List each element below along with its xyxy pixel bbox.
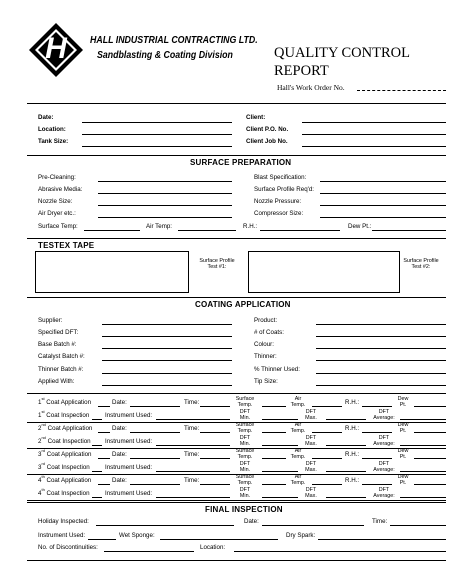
coat-dft-max-field-3[interactable] — [326, 471, 366, 472]
coat-dft-avg-word-2: DFT — [378, 435, 390, 441]
coat-air-word-2: Air — [294, 422, 302, 428]
surface-prep-divider — [27, 155, 446, 156]
coat-surface-temp-label-3 — [230, 448, 260, 460]
company-logo — [28, 22, 84, 78]
coat-dew-word-2: Dew — [397, 422, 409, 428]
coat-application-field-2[interactable] — [98, 432, 110, 433]
nozzle-pressure-label: Nozzle Pressure: — [254, 198, 302, 205]
coat-inspection-text-3: Coat Inspection — [45, 464, 90, 471]
coat-surface-word-1: Surface — [235, 396, 255, 402]
coat-inspection-field-2[interactable] — [92, 445, 102, 446]
coat-date-label-1: Date: — [112, 399, 127, 406]
work-order-field[interactable] — [357, 90, 446, 91]
coat-number-4: 4 — [38, 477, 42, 484]
testex-title: TESTEX TAPE — [38, 241, 95, 250]
coat-air-temp-label-4 — [286, 474, 310, 486]
final-instrument-field[interactable] — [88, 539, 116, 540]
header-divider — [27, 103, 446, 104]
compressor-size-field[interactable] — [320, 217, 446, 218]
coat-date-label-2: Date: — [112, 425, 127, 432]
report-title-line2: REPORT — [274, 63, 329, 79]
colour-label: Colour: — [254, 341, 274, 348]
thinner-label: Thinner: — [254, 353, 277, 360]
air-dryer-field[interactable] — [98, 217, 232, 218]
coat-application-text-2: Coat Application — [45, 425, 93, 432]
coat-min-word-3: Min. — [239, 467, 251, 473]
thinner-batch-label: Thinner Batch #: — [38, 366, 84, 373]
report-title-line1: QUALITY CONTROL — [274, 45, 410, 61]
coat-dew-word-4: Dew — [397, 474, 409, 480]
coat-dew-pt-field-1[interactable] — [414, 406, 446, 407]
rh-label: R.H.: — [243, 223, 258, 230]
surface-temp-field[interactable] — [84, 230, 140, 231]
coat-inspection-field-4[interactable] — [92, 497, 102, 498]
coat-application-text-1: Coat Application — [44, 399, 92, 406]
nozzle-pressure-field[interactable] — [320, 205, 446, 206]
coat-surface-temp-label-4 — [230, 474, 260, 486]
percent-thinner-label: % Thinner Used: — [254, 366, 300, 373]
coat-air-temp-label-3 — [286, 448, 310, 460]
coat-surface-temp-word-4: Temp. — [237, 480, 253, 486]
coat-dft-max-word-2: DFT — [305, 435, 317, 441]
dew-pt-label: Dew Pt.: — [348, 223, 372, 230]
coat-rh-label-4: R.H.: — [345, 477, 360, 484]
client-po-label: Client P.O. No. — [246, 126, 289, 133]
coat-instrument-field-1[interactable] — [156, 419, 230, 420]
supplier-field[interactable] — [102, 324, 232, 325]
coat-surface-temp-label-1 — [230, 396, 260, 408]
supplier-label: Supplier: — [38, 317, 63, 324]
coat-dft-min-word-3: DFT — [239, 461, 251, 467]
coat-dft-max-word-3: DFT — [305, 461, 317, 467]
rh-field[interactable] — [260, 230, 340, 231]
coat-rh-field-2[interactable] — [362, 432, 392, 433]
coat-instrument-label-2: Instrument Used: — [105, 438, 153, 445]
testex-tape-box-2[interactable] — [248, 251, 400, 293]
surface-prep-title: SURFACE PREPARATION — [190, 158, 292, 167]
blast-spec-label: Blast Specification: — [254, 174, 307, 181]
coat-average-word-3: Average: — [373, 467, 395, 473]
coat-average-word-4: Average: — [373, 493, 395, 499]
coat-dft-average-label-2 — [370, 435, 398, 447]
coat-date-label-4: Date: — [112, 477, 127, 484]
testex-tape-box-1[interactable] — [35, 251, 189, 293]
coat-dft-avg-word-4: DFT — [378, 487, 390, 493]
coat-dft-min-label-4 — [234, 487, 256, 499]
coat-pt-word-3: Pt. — [399, 454, 407, 460]
coat-inspection-label-3 — [38, 461, 90, 471]
coat-min-word-4: Min. — [239, 493, 251, 499]
coat-air-temp-field-1[interactable] — [312, 406, 342, 407]
applied-with-label: Applied With: — [38, 378, 75, 385]
coat-application-field-4[interactable] — [98, 484, 110, 485]
coat-time-field-1[interactable] — [200, 406, 230, 407]
coat-date-field-2[interactable] — [130, 432, 180, 433]
coat-application-text-4: Coat Application — [44, 477, 92, 484]
inspection-ordinal-3: rd — [41, 461, 46, 466]
coat-time-label-4: Time: — [184, 477, 200, 484]
discontinuities-field[interactable] — [104, 551, 194, 552]
coat-divider-4 — [27, 500, 446, 501]
coat-inspection-text-4: Coat Inspection — [44, 490, 90, 497]
tank-size-label: Tank Size: — [38, 138, 69, 145]
coat-max-word-3: Max. — [305, 467, 317, 473]
coat-dft-max-label-3 — [300, 461, 322, 473]
surface-temp-label: Surface Temp: — [38, 223, 78, 230]
client-label: Client: — [246, 114, 266, 121]
coat-min-word-1: Min. — [239, 415, 251, 421]
coat-dft-min-field-4[interactable] — [262, 497, 298, 498]
final-location-field[interactable] — [234, 551, 446, 552]
coat-inspection-label-2 — [38, 435, 91, 445]
coat-dft-min-label-2 — [234, 435, 256, 447]
coat-number-3: 3 — [38, 451, 42, 458]
final-divider — [27, 502, 446, 503]
coat-air-temp-field-4[interactable] — [312, 484, 342, 485]
coat-dft-max-field-4[interactable] — [326, 497, 366, 498]
nozzle-size-field[interactable] — [98, 205, 232, 206]
surface-profile-test1-line2: Test #1: — [207, 264, 227, 270]
coat-time-label-2: Time: — [184, 425, 200, 432]
catalyst-batch-field[interactable] — [102, 360, 232, 361]
dew-pt-field[interactable] — [372, 230, 446, 231]
air-temp-field[interactable] — [178, 230, 236, 231]
coat-dft-min-field-3[interactable] — [262, 471, 298, 472]
coat-dft-max-label-4 — [300, 487, 322, 499]
inspection-number-2: 2 — [38, 438, 42, 445]
tip-size-label: Tip Size: — [254, 378, 278, 385]
tip-size-field[interactable] — [316, 385, 446, 386]
work-order-label: Hall's Work Order No. — [277, 83, 345, 92]
surface-profile-req-label: Surface Profile Req'd: — [254, 186, 314, 193]
coat-dft-min-word-4: DFT — [239, 487, 251, 493]
coat-min-word-2: Min. — [239, 441, 251, 447]
coat-dew-pt-label-4 — [394, 474, 412, 486]
coat-rh-label-3: R.H.: — [345, 451, 360, 458]
coat-application-field-1[interactable] — [98, 406, 110, 407]
coat-time-field-2[interactable] — [200, 432, 230, 433]
product-field[interactable] — [316, 324, 446, 325]
coat-number-2: 2 — [38, 425, 42, 432]
catalyst-batch-label: Catalyst Batch #: — [38, 353, 85, 360]
coat-dft-min-label-1 — [234, 409, 256, 421]
coat-air-temp-word-4: Temp. — [290, 480, 306, 486]
inspection-number-1: 1 — [38, 412, 42, 419]
coat-dew-pt-field-2[interactable] — [414, 432, 446, 433]
coat-air-temp-label-1 — [286, 396, 310, 408]
dry-spark-field[interactable] — [318, 539, 446, 540]
coat-application-label-2 — [38, 422, 93, 432]
coat-dft-min-field-1[interactable] — [262, 419, 298, 420]
coat-inspection-label-4 — [38, 487, 90, 497]
coat-ordinal-4: th — [41, 474, 45, 479]
coat-inspection-field-3[interactable] — [92, 471, 102, 472]
coat-inspection-field-1[interactable] — [92, 419, 102, 420]
coat-max-word-2: Max. — [305, 441, 317, 447]
final-instrument-label: Instrument Used: — [38, 532, 86, 539]
coat-air-temp-word-2: Temp. — [290, 428, 306, 434]
inspection-number-3: 3 — [38, 464, 42, 471]
wet-sponge-label: Wet Sponge: — [119, 532, 155, 539]
specified-dft-field[interactable] — [102, 336, 232, 337]
coat-dft-avg-word-1: DFT — [378, 409, 390, 415]
coat-rh-label-2: R.H.: — [345, 425, 360, 432]
client-job-label: Client Job No. — [246, 138, 288, 145]
coat-dft-min-label-3 — [234, 461, 256, 473]
coat-application-field-3[interactable] — [98, 458, 110, 459]
coat-inspection-text-2: Coat Inspection — [45, 438, 91, 445]
coat-dft-max-field-1[interactable] — [326, 419, 366, 420]
coat-inspection-label-1 — [38, 409, 90, 419]
coat-air-temp-field-3[interactable] — [312, 458, 342, 459]
coat-surface-word-4: Surface — [235, 474, 255, 480]
coat-air-word-3: Air — [294, 448, 302, 454]
coat-date-field-1[interactable] — [130, 406, 180, 407]
coat-application-label-4 — [38, 474, 92, 484]
tank-size-field[interactable] — [82, 146, 232, 147]
coat-application-label-3 — [38, 448, 92, 458]
coat-air-word-1: Air — [294, 396, 302, 402]
coat-air-temp-word-1: Temp. — [290, 402, 306, 408]
coat-date-field-4[interactable] — [130, 484, 180, 485]
inspection-ordinal-4: th — [41, 487, 45, 492]
product-label: Product: — [254, 317, 278, 324]
discontinuities-label: No. of Discontinuities: — [38, 544, 98, 551]
coat-dew-pt-label-3 — [394, 448, 412, 460]
coat-dft-max-word-1: DFT — [305, 409, 317, 415]
inspection-number-4: 4 — [38, 490, 42, 497]
coat-time-field-4[interactable] — [200, 484, 230, 485]
coat-time-field-3[interactable] — [200, 458, 230, 459]
coat-dew-pt-field-4[interactable] — [414, 484, 446, 485]
coat-pt-word-4: Pt. — [399, 480, 407, 486]
surface-profile-test1-label — [192, 258, 242, 270]
compressor-size-label: Compressor Size: — [254, 210, 304, 217]
abrasive-media-label: Abrasive Media: — [38, 186, 83, 193]
coat-dft-max-field-2[interactable] — [326, 445, 366, 446]
num-coats-field[interactable] — [316, 336, 446, 337]
coat-application-label-1 — [38, 396, 92, 406]
logo-letter: H — [45, 32, 67, 65]
surface-profile-test2-line1: Surface Profile — [403, 258, 439, 264]
coat-surface-word-2: Surface — [235, 422, 255, 428]
coat-air-temp-label-2 — [286, 422, 310, 434]
coat-dft-max-word-4: DFT — [305, 487, 317, 493]
coat-surface-temp-field-2[interactable] — [262, 432, 286, 433]
coat-rh-field-4[interactable] — [362, 484, 392, 485]
coat-rh-field-3[interactable] — [362, 458, 392, 459]
coat-max-word-4: Max. — [305, 493, 317, 499]
coat-dft-max-label-1 — [300, 409, 322, 421]
nozzle-size-label: Nozzle Size: — [38, 198, 73, 205]
pre-cleaning-label: Pre-Cleaning: — [38, 174, 76, 181]
pre-cleaning-field[interactable] — [98, 181, 232, 182]
final-inspection-title: FINAL INSPECTION — [205, 505, 283, 514]
coat-dew-word-3: Dew — [397, 448, 409, 454]
coat-surface-temp-word-2: Temp. — [237, 428, 253, 434]
air-temp-label: Air Temp: — [146, 223, 173, 230]
coat-air-word-4: Air — [294, 474, 302, 480]
coat-dew-pt-label-1 — [394, 396, 412, 408]
final-location-label: Location: — [200, 544, 226, 551]
coat-average-word-1: Average: — [373, 415, 395, 421]
surface-profile-test2-line2: Test #2: — [411, 264, 431, 270]
coat-instrument-label-1: Instrument Used: — [105, 412, 153, 419]
dry-spark-label: Dry Spark: — [286, 532, 316, 539]
location-label: Location: — [38, 126, 66, 133]
final-time-label: Time: — [372, 518, 388, 525]
coat-dft-average-label-4 — [370, 487, 398, 499]
coat-surface-temp-field-1[interactable] — [262, 406, 286, 407]
coat-time-label-3: Time: — [184, 451, 200, 458]
surface-profile-test1-line1: Surface Profile — [199, 258, 235, 264]
thinner-field[interactable] — [316, 360, 446, 361]
location-field[interactable] — [82, 134, 232, 135]
coat-instrument-field-3[interactable] — [156, 471, 230, 472]
coat-air-temp-field-2[interactable] — [312, 432, 342, 433]
coat-ordinal-3: rd — [41, 448, 46, 453]
company-name: HALL INDUSTRIAL CONTRACTING LTD. — [90, 35, 258, 46]
date-label: Date: — [38, 114, 54, 121]
surface-profile-test2-label — [398, 258, 444, 270]
coat-surface-word-3: Surface — [235, 448, 255, 454]
coat-pt-word-1: Pt. — [399, 402, 407, 408]
company-division: Sandblasting & Coating Division — [97, 50, 233, 61]
coat-dew-word-1: Dew — [397, 396, 409, 402]
coat-dew-pt-label-2 — [394, 422, 412, 434]
coat-dft-average-label-1 — [370, 409, 398, 421]
client-field[interactable] — [302, 122, 446, 123]
coats-divider — [27, 393, 446, 394]
testex-divider — [27, 238, 446, 239]
coat-dft-min-word-1: DFT — [239, 409, 251, 415]
final-time-field[interactable] — [390, 525, 446, 526]
applied-with-field[interactable] — [102, 385, 232, 386]
thinner-batch-field[interactable] — [102, 373, 232, 374]
coat-max-word-1: Max. — [305, 415, 317, 421]
coat-surface-temp-field-3[interactable] — [262, 458, 286, 459]
coat-time-label-1: Time: — [184, 399, 200, 406]
colour-field[interactable] — [316, 348, 446, 349]
coat-instrument-label-4: Instrument Used: — [105, 490, 153, 497]
blast-spec-field[interactable] — [320, 181, 446, 182]
coat-dft-max-label-2 — [300, 435, 322, 447]
base-batch-field[interactable] — [102, 348, 232, 349]
surface-profile-req-field[interactable] — [320, 193, 446, 194]
final-date-field[interactable] — [262, 525, 364, 526]
coat-dew-pt-field-3[interactable] — [414, 458, 446, 459]
coat-rh-field-1[interactable] — [362, 406, 392, 407]
coat-dft-min-word-2: DFT — [239, 435, 251, 441]
coat-date-label-3: Date: — [112, 451, 127, 458]
bottom-divider — [27, 560, 446, 561]
coat-average-word-2: Average: — [373, 441, 395, 447]
air-dryer-label: Air Dryer etc.: — [38, 210, 76, 217]
coat-ordinal-2: nd — [41, 422, 46, 427]
coat-surface-temp-field-4[interactable] — [262, 484, 286, 485]
wet-sponge-field[interactable] — [160, 539, 278, 540]
coat-pt-word-2: Pt. — [399, 428, 407, 434]
client-job-field[interactable] — [302, 146, 446, 147]
inspection-ordinal-1: st — [41, 409, 45, 414]
coat-instrument-field-4[interactable] — [156, 497, 230, 498]
coat-dft-average-label-3 — [370, 461, 398, 473]
coat-instrument-field-2[interactable] — [156, 445, 230, 446]
coat-instrument-label-3: Instrument Used: — [105, 464, 153, 471]
holiday-inspected-field[interactable] — [96, 525, 234, 526]
coating-divider — [27, 297, 446, 298]
abrasive-media-field[interactable] — [98, 193, 232, 194]
specified-dft-label: Specified DFT: — [38, 329, 79, 336]
holiday-inspected-label: Holiday Inspected: — [38, 518, 89, 525]
coating-title: COATING APPLICATION — [195, 300, 291, 309]
coat-air-temp-word-3: Temp. — [290, 454, 306, 460]
coat-dft-average-field-2[interactable] — [400, 445, 446, 446]
coat-surface-temp-word-1: Temp. — [237, 402, 253, 408]
coat-surface-temp-label-2 — [230, 422, 260, 434]
coat-dft-min-field-2[interactable] — [262, 445, 298, 446]
coat-dft-avg-word-3: DFT — [378, 461, 390, 467]
coat-ordinal-1: st — [41, 396, 45, 401]
inspection-ordinal-2: nd — [41, 435, 46, 440]
coat-surface-temp-word-3: Temp. — [237, 454, 253, 460]
final-date-label: Date: — [244, 518, 259, 525]
coat-inspection-text-1: Coat Inspection — [44, 412, 90, 419]
coat-dft-average-field-3[interactable] — [400, 471, 446, 472]
date-field[interactable] — [82, 122, 232, 123]
coat-application-text-3: Coat Application — [45, 451, 92, 458]
coat-dft-average-field-1[interactable] — [400, 419, 446, 420]
coat-rh-label-1: R.H.: — [345, 399, 360, 406]
coat-dft-average-field-4[interactable] — [400, 497, 446, 498]
client-po-field[interactable] — [302, 134, 446, 135]
coat-date-field-3[interactable] — [130, 458, 180, 459]
num-coats-label: # of Coats: — [254, 329, 284, 336]
percent-thinner-field[interactable] — [316, 373, 446, 374]
base-batch-label: Base Batch #: — [38, 341, 77, 348]
coat-number-1: 1 — [38, 399, 42, 406]
